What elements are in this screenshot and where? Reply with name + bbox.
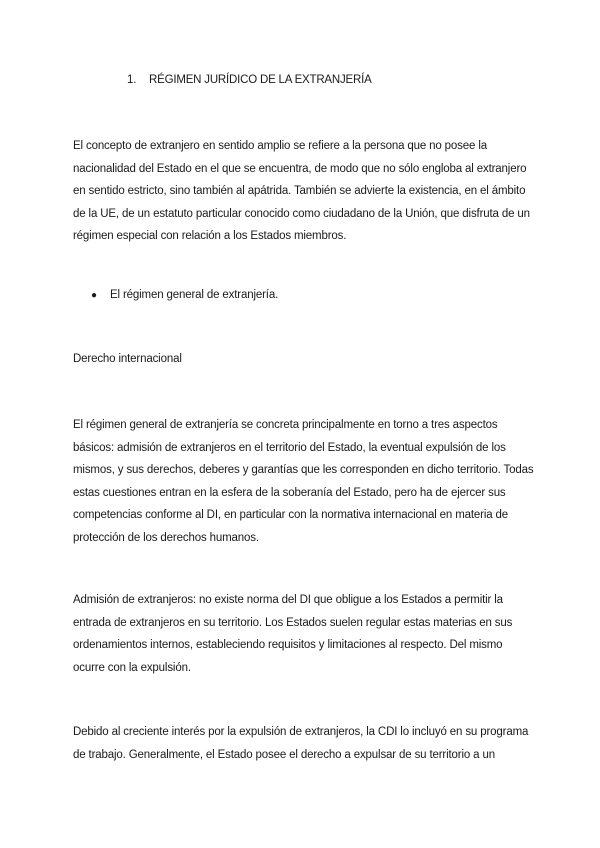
paragraph-admission — [73, 589, 529, 679]
paragraph-expulsion — [73, 721, 529, 766]
paragraph-line: competencias conforme al DI, en particular con la normativa internacional en materia de — [73, 509, 509, 522]
paragraph-line: básicos: admisión de extranjeros en el territorio del Estado, la eventual expulsión de los — [73, 441, 506, 454]
heading-title: RÉGIMEN JURÍDICO DE LA EXTRANJERÍA — [149, 74, 372, 86]
paragraph-concept — [73, 135, 529, 248]
paragraph-line: de trabajo. Generalmente, el Estado posee el derecho a expulsar de su territorio a un — [73, 748, 495, 761]
paragraph-line: estas cuestiones entran en la esfera de la soberanía del Estado, pero ha de ejercer sus — [73, 486, 506, 499]
paragraph-line: El concepto de extranjero en sentido amplio se refiere a la persona que no posee la — [73, 140, 487, 152]
paragraph-line: mismos, y sus derechos, deberes y garantías que les corresponden en dicho territorio. Todas — [73, 464, 534, 477]
heading-number: 1. — [127, 74, 137, 86]
paragraph-line: ordenamientos internos, estableciendo requisitos y limitaciones al respecto. Del mismo — [73, 639, 503, 652]
paragraph-line: Debido al creciente interés por la expulsión de extranjeros, la CDI lo incluyó en su programa — [73, 726, 529, 738]
paragraph-line: Admisión de extranjeros: no existe norma del DI que obligue a los Estados a permitir la — [73, 594, 503, 606]
bullet-text: El régimen general de extranjería. — [110, 289, 279, 301]
paragraph-line: nacionalidad del Estado en el que se encuentra, de modo que no sólo engloba al extranjero — [73, 162, 527, 175]
paragraph-line: El régimen general de extranjería se concreta principalmente en torno a tres aspectos — [73, 419, 498, 431]
paragraph-line: en sentido estricto, sino también al apátrida. También se advierte la existencia, en el ámbito — [73, 185, 526, 198]
paragraph-line: protección de los derechos humanos. — [73, 531, 259, 544]
paragraph-line: entrada de extranjeros en su territorio. Los Estados suelen regular estas materias en sus — [73, 616, 513, 629]
bullet-icon: ● — [91, 290, 97, 301]
paragraph-general-regime — [73, 414, 534, 550]
paragraph-line: ocurre con la expulsión. — [73, 661, 191, 674]
paragraph-line: de la UE, de un estatuto particular conocido como ciudadano de la Unión, que disfruta de un — [73, 207, 530, 220]
paragraph-line: régimen especial con relación a los Estados miembros. — [73, 230, 347, 243]
section-heading — [127, 74, 372, 86]
subheading: Derecho internacional — [73, 353, 182, 365]
bullet-item — [91, 289, 278, 301]
